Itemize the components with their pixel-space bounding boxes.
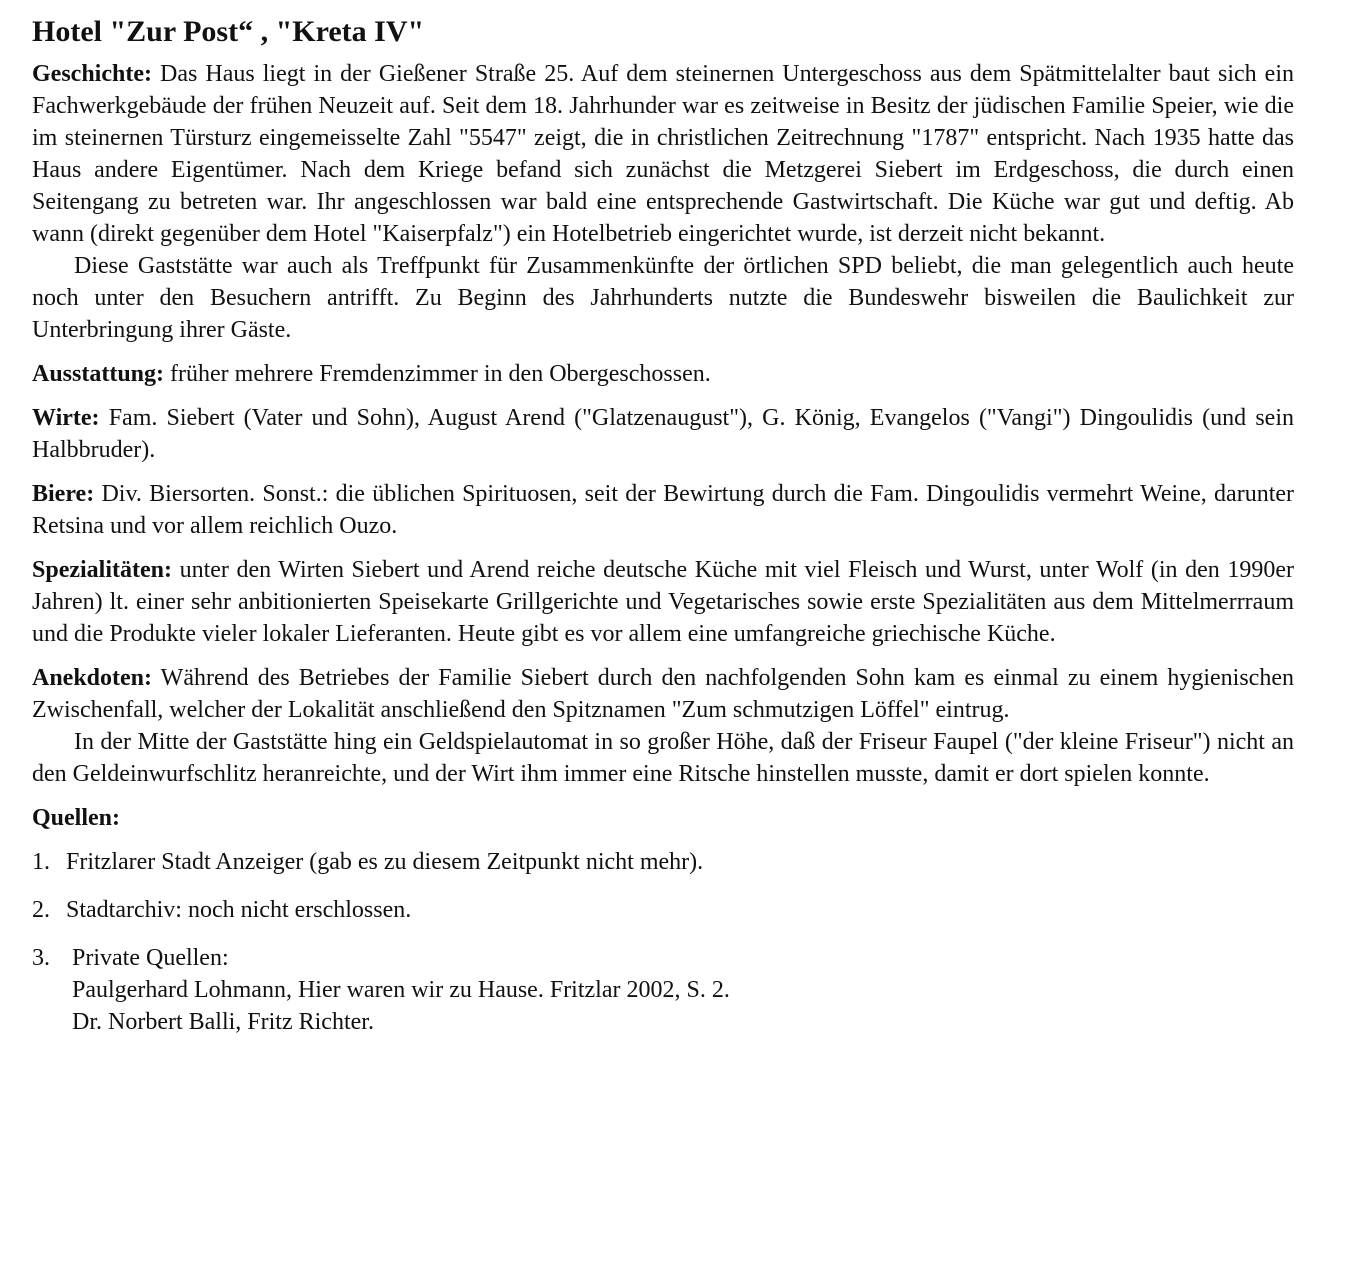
- quellen-heading: Quellen:: [32, 805, 120, 831]
- biere-text: Div. Biersorten. Sonst.: die üblichen Spirituosen, seit der Bewirtung durch die Fam. Dingoulidis vermehrt Weine, darunter Retsina und vor allem reichlich Ouzo.: [32, 481, 1294, 539]
- source-body-3: [72, 942, 1294, 1038]
- section-wirte: [32, 402, 1294, 466]
- anekdoten-label: Anekdoten:: [32, 665, 153, 691]
- spezialitaeten-text: unter den Wirten Siebert und Arend reiche deutsche Küche mit viel Fleisch und Wurst, unter Wolf (in den 1990er Jahren) lt. einer sehr anbitionierten Speisekarte Grillgerichte und Vegetarisches sowie erste Spezialitäten aus dem Mittelmerrraum und die Produkte vieler lokaler Lieferanten. Heute gibt es vor allem eine umfangreiche griechische Küche.: [32, 557, 1295, 647]
- source-number-1: 1.: [32, 849, 50, 875]
- ausstattung-label: Ausstattung:: [32, 361, 165, 387]
- source-text-3: Private Quellen:: [72, 945, 229, 971]
- page-title: Hotel "Zur Post“ , "Kreta IV": [32, 15, 425, 48]
- source-number-2: 2.: [32, 897, 50, 923]
- geschichte-text-1: Das Haus liegt in der Gießener Straße 25. Auf dem steinernen Untergeschoss aus dem Spätmittelalter baut sich ein Fachwerkgebäude der frühen Neuzeit auf. Seit dem 18. Jahrhunder war es zeitweise in Besitz der jüdischen Familie Speier, wie die im steinernen Türsturz eingemeisselte Zahl "5547" zeigt, die in christlichen Zeitrechnung "1787" entspricht. Nach 1935 hatte das Haus andere Eigentümer. Nach dem Kriege befand sich zunächst die Metzgerei Siebert im Erdgeschoss, die durch einen Seitengang zu betreten war. Ihr angeschlossen war bald eine entsprechende Gastwirtschaft. Die Küche war gut und deftig. Ab wann (direkt gegenüber dem Hotel "Kaiserpfalz") ein Hotelbetrieb eingerichtet wurde, ist derzeit nicht bekannt.: [32, 61, 1295, 247]
- geschichte-paragraph-1: [32, 58, 1294, 250]
- source-item-1: [32, 846, 1294, 878]
- section-ausstattung: [32, 358, 1294, 390]
- source-item-3: [32, 942, 1294, 1038]
- geschichte-label: Geschichte:: [32, 61, 152, 87]
- source-number-3: 3.: [32, 945, 50, 971]
- section-anekdoten: [32, 662, 1294, 790]
- geschichte-paragraph-2: Diese Gaststätte war auch als Treffpunkt für Zusammenkünfte der örtlichen SPD beliebt, die man gelegentlich auch heute noch unter den Besuchern antrifft. Zu Beginn des Jahrhunderts nutzte die Bundeswehr bisweilen die Baulichkeit zur Unterbringung ihrer Gäste.: [32, 253, 1294, 343]
- source-subline-2: Dr. Norbert Balli, Fritz Richter.: [72, 1009, 374, 1035]
- section-biere: [32, 478, 1294, 542]
- source-text-1: Fritzlarer Stadt Anzeiger (gab es zu diesem Zeitpunkt nicht mehr).: [66, 849, 704, 875]
- biere-label: Biere:: [32, 481, 95, 507]
- source-text-2: Stadtarchiv: noch nicht erschlossen.: [66, 897, 412, 923]
- source-subline-1: Paulgerhard Lohmann, Hier waren wir zu Hause. Fritzlar 2002, S. 2.: [72, 977, 730, 1003]
- source-item-2: [32, 894, 1294, 926]
- anekdoten-paragraph-1: [32, 662, 1294, 726]
- ausstattung-text: früher mehrere Fremdenzimmer in den Obergeschossen.: [170, 361, 711, 387]
- anekdoten-paragraph-2: In der Mitte der Gaststätte hing ein Geldspielautomat in so großer Höhe, daß der Friseur Faupel ("der kleine Friseur") nicht an den Geldeinwurfschlitz heranreichte, und der Wirt ihm immer eine Ritsche hinstellen musste, damit er dort spielen konnte.: [32, 729, 1294, 787]
- anekdoten-text-1: Während des Betriebes der Familie Siebert durch den nachfolgenden Sohn kam es einmal zu einem hygienischen Zwischenfall, welcher der Lokalität anschließend den Spitznamen "Zum schmutzigen Löffel" eintrug.: [32, 665, 1294, 723]
- wirte-label: Wirte:: [32, 405, 100, 431]
- section-geschichte: [32, 58, 1294, 346]
- spezialitaeten-label: Spezialitäten:: [32, 557, 172, 583]
- wirte-text: Fam. Siebert (Vater und Sohn), August Arend ("Glatzenaugust"), G. König, Evangelos ("Vangi") Dingoulidis (und sein Halbbruder).: [32, 405, 1294, 463]
- section-spezialitaeten: [32, 554, 1294, 650]
